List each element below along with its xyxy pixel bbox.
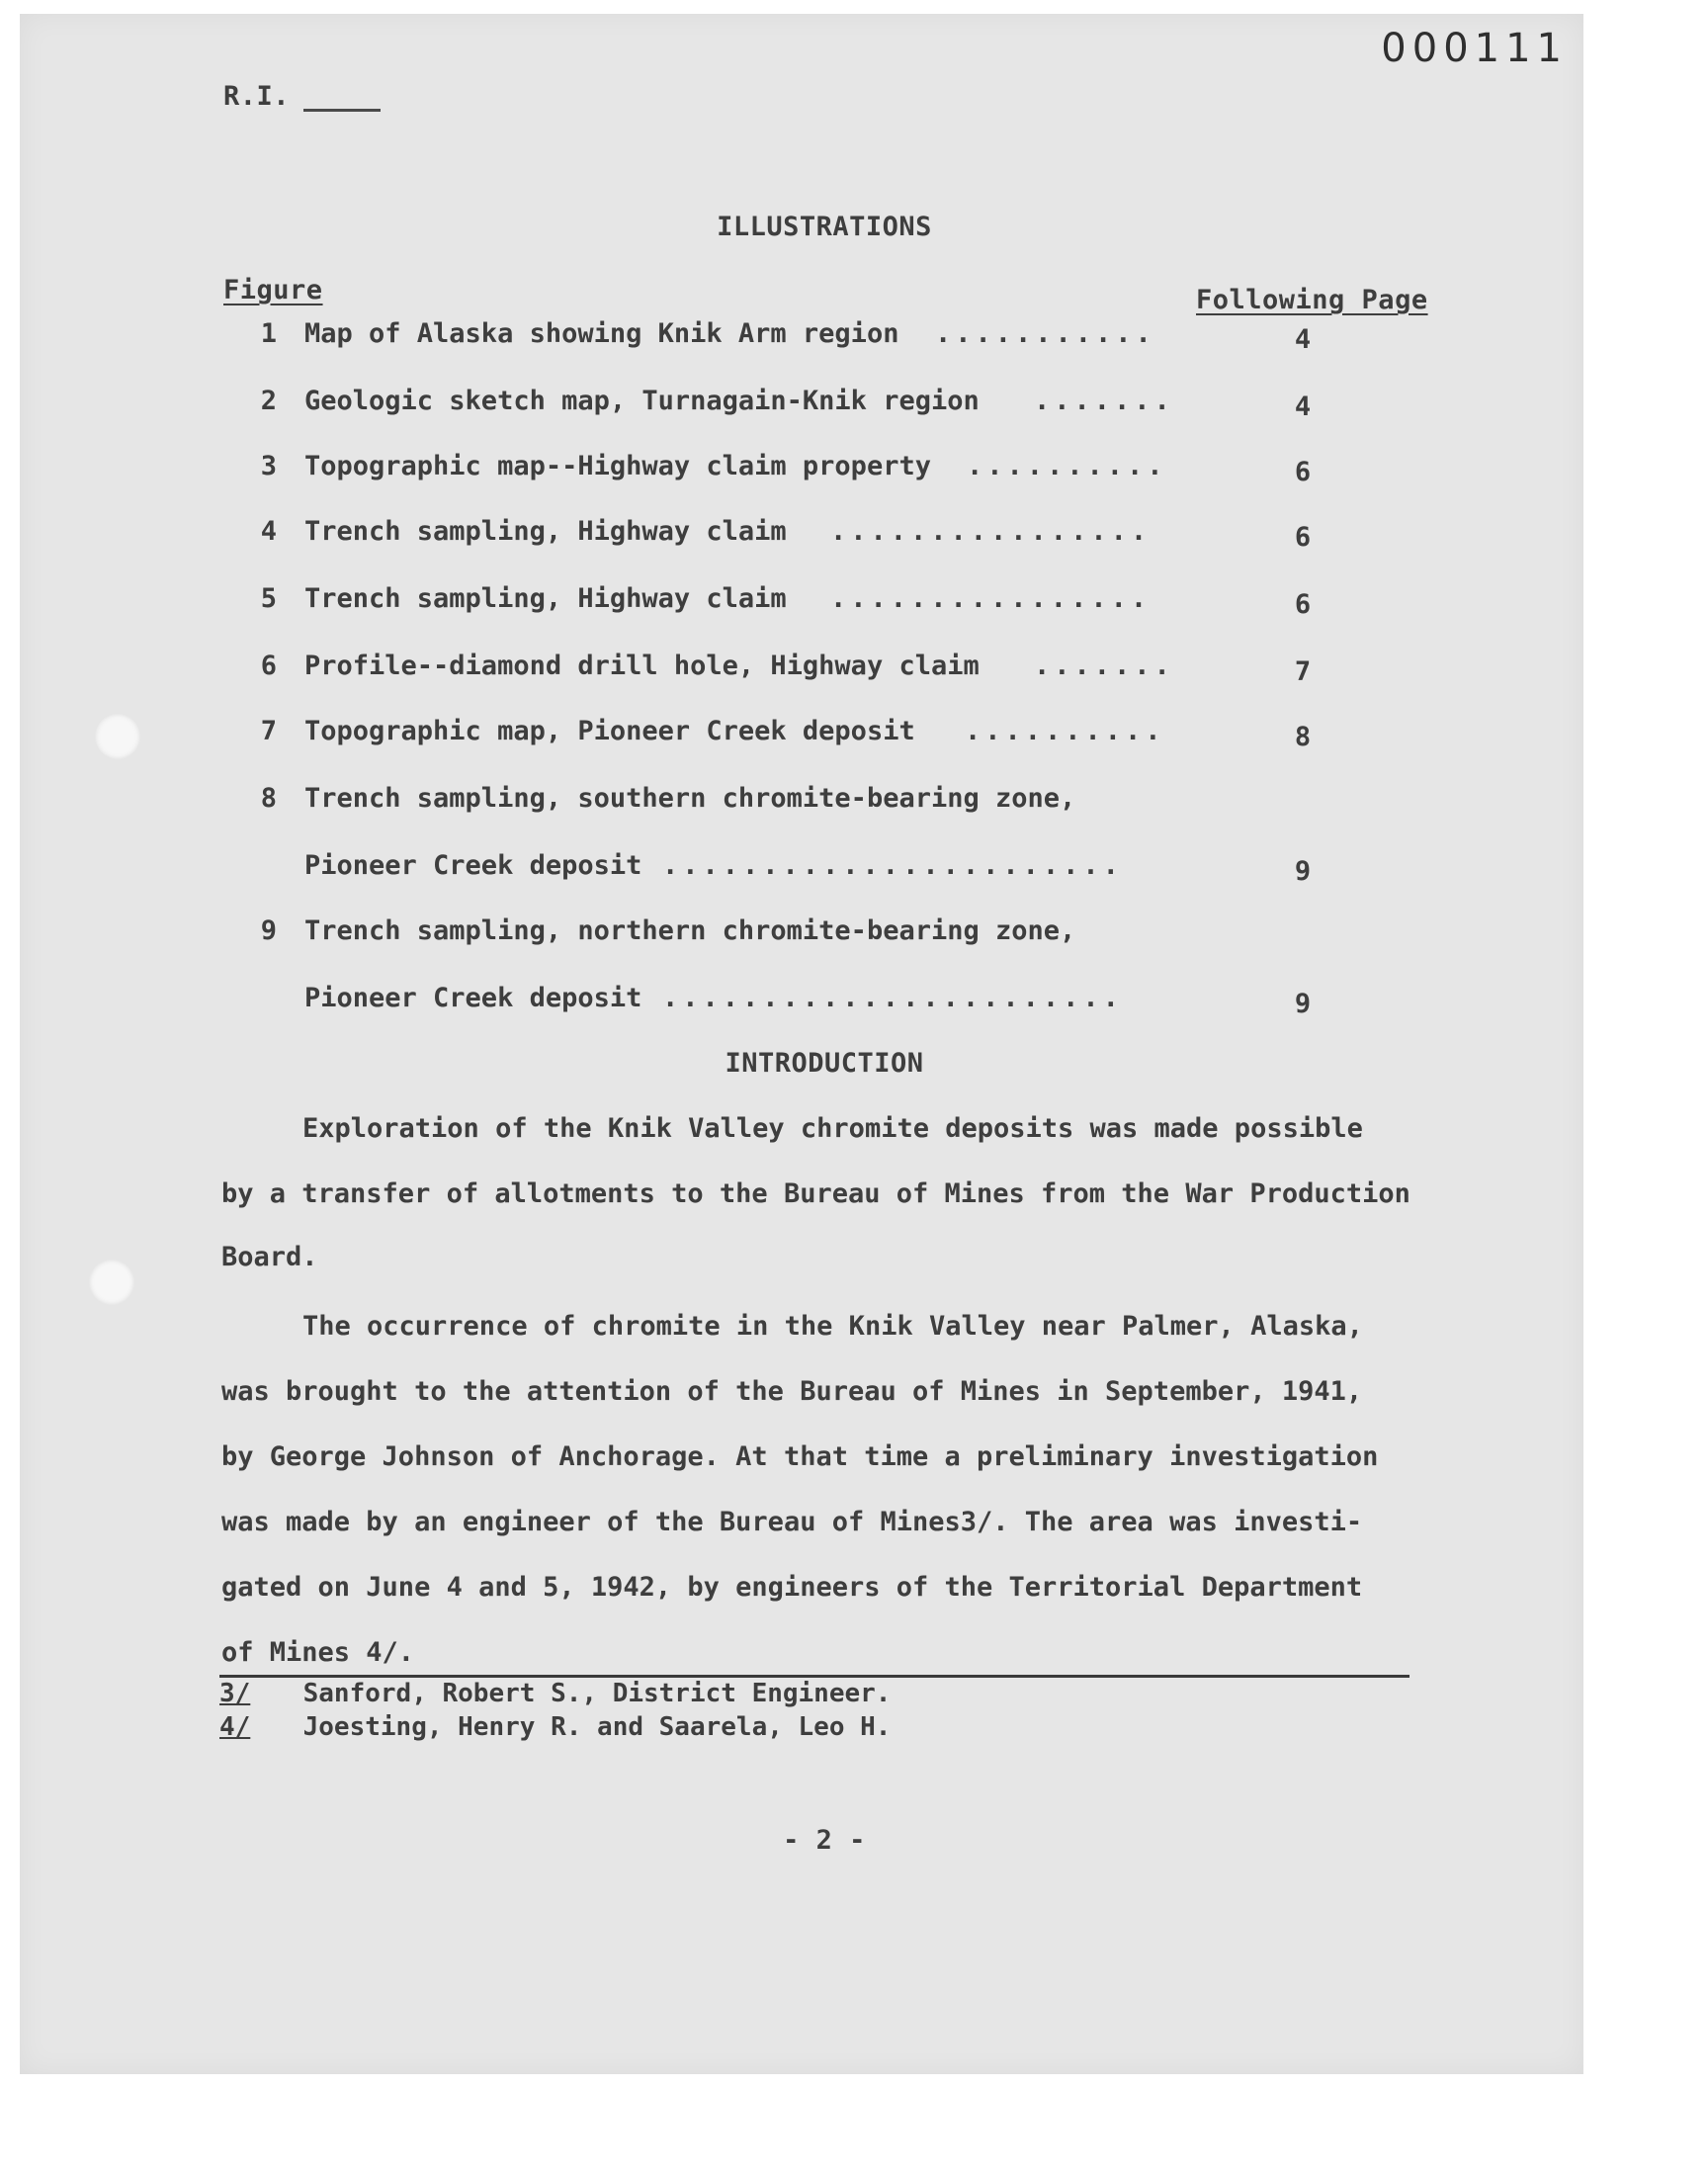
figure-number: 3 [260,451,277,481]
binder-hole [89,1260,134,1305]
figure-number: 5 [260,583,277,614]
body-line: by George Johnson of Anchorage. At that time a preliminary investigation [221,1441,1379,1472]
figure-number: 4 [260,516,277,547]
figure-page: 7 [1294,656,1312,687]
figure-title: Topographic map, Pioneer Creek deposit [304,716,915,746]
dot-leader: ....................... [662,850,1123,881]
dot-leader: ....... [1034,651,1174,681]
figure-number: 9 [260,915,277,946]
body-line: of Mines 4/. [221,1637,415,1668]
dot-leader: .......... [965,716,1165,746]
dot-leader: ................ [830,516,1152,547]
following-page-column-header: Following Page [1196,285,1428,315]
body-line: by a transfer of allotments to the Bureau of Mines from the War Production [221,1178,1410,1209]
footnote-mark: 4/ [219,1712,251,1742]
figure-title: Trench sampling, Highway claim [304,583,787,614]
figure-title: Topographic map--Highway claim property [304,451,931,481]
footnote-mark: 3/ [219,1679,251,1708]
figure-page: 9 [1294,856,1312,887]
page-number: - 2 - [783,1825,866,1856]
introduction-heading: INTRODUCTION [725,1048,924,1079]
figure-title: Trench sampling, southern chromite-bearing zone, [304,783,1076,814]
dot-leader: ................ [830,583,1152,614]
footnote-rule [219,1675,1409,1678]
figure-page: 4 [1294,392,1312,422]
footnote [219,1679,891,1708]
body-line: Exploration of the Knik Valley chromite deposits was made possible [302,1113,1363,1144]
figure-title: Geologic sketch map, Turnagain-Knik region [304,386,980,416]
figure-number: 7 [260,716,277,746]
figure-page: 6 [1294,589,1312,620]
dot-leader: ....................... [662,983,1123,1013]
figure-title: Trench sampling, Highway claim [304,516,787,547]
body-line: was brought to the attention of the Bureau of Mines in September, 1941, [221,1376,1363,1407]
footnote-text: Joesting, Henry R. and Saarela, Leo H. [302,1712,892,1742]
stamp-number: 000111 [1381,26,1568,71]
illustrations-heading: ILLUSTRATIONS [717,212,932,242]
figure-number: 6 [260,651,277,681]
ri-label: R.I. [223,81,291,112]
figure-title-continued: Pioneer Creek deposit [304,850,642,881]
figure-page: 9 [1294,989,1312,1019]
footnote [219,1712,891,1742]
dot-leader: ....... [1034,386,1174,416]
figure-title-continued: Pioneer Creek deposit [304,983,642,1013]
binder-hole [95,714,140,759]
figure-number: 8 [260,783,277,814]
figure-title: Map of Alaska showing Knik Arm region [304,318,899,349]
figure-number: 2 [260,386,277,416]
figure-column-header: Figure [223,275,323,305]
body-line: Board. [221,1242,318,1272]
body-line: gated on June 4 and 5, 1942, by engineers of the Territorial Department [221,1572,1363,1603]
body-line: The occurrence of chromite in the Knik Valley near Palmer, Alaska, [302,1311,1363,1342]
ri-blank-line [303,109,381,112]
dot-leader: ........... [935,318,1155,349]
figure-page: 6 [1294,457,1312,487]
body-line: was made by an engineer of the Bureau of Mines3/. The area was investi- [221,1507,1363,1537]
figure-title: Trench sampling, northern chromite-bearing zone, [304,915,1076,946]
figure-page: 6 [1294,522,1312,553]
figure-page: 8 [1294,722,1312,752]
figure-page: 4 [1294,324,1312,355]
dot-leader: .......... [967,451,1167,481]
figure-number: 1 [260,318,277,349]
footnote-text: Sanford, Robert S., District Engineer. [302,1679,892,1708]
figure-title: Profile--diamond drill hole, Highway claim [304,651,980,681]
